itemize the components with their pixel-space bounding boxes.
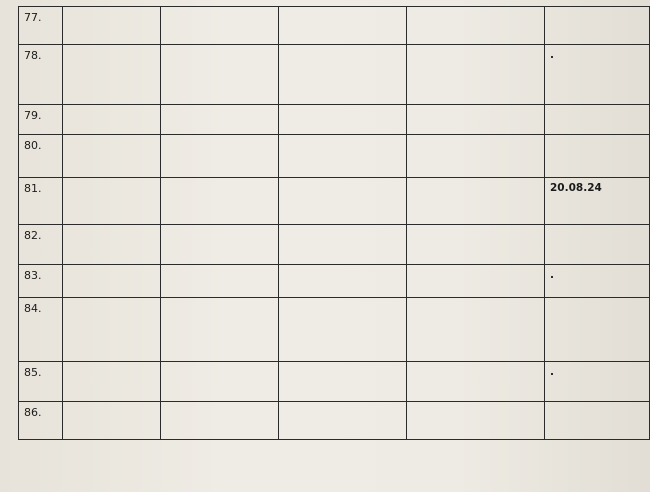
remarks-cell bbox=[545, 402, 650, 440]
posted-to-cell bbox=[407, 265, 545, 298]
remarks-cell bbox=[545, 7, 650, 45]
remarks-cell: 20.08.24 bbox=[545, 178, 650, 225]
employee-name-cell bbox=[63, 362, 161, 402]
table-row bbox=[19, 178, 650, 225]
rank-cell bbox=[161, 265, 279, 298]
remarks-cell bbox=[545, 225, 650, 265]
employee-name-cell bbox=[63, 265, 161, 298]
posted-to-cell bbox=[407, 45, 545, 105]
rank-cell bbox=[161, 298, 279, 362]
transfer-table bbox=[18, 6, 650, 440]
table-row bbox=[19, 265, 650, 298]
remarks-cell bbox=[545, 298, 650, 362]
posted-to-cell bbox=[407, 298, 545, 362]
posted-from-cell bbox=[279, 178, 407, 225]
employee-name-cell bbox=[63, 7, 161, 45]
employee-name-cell bbox=[63, 178, 161, 225]
employee-name-cell bbox=[63, 135, 161, 178]
employee-name-cell bbox=[63, 298, 161, 362]
rank-cell bbox=[161, 45, 279, 105]
table-row bbox=[19, 362, 650, 402]
table-row bbox=[19, 7, 650, 45]
remarks-cell: . bbox=[545, 45, 650, 105]
posted-to-cell bbox=[407, 178, 545, 225]
posted-to-cell bbox=[407, 402, 545, 440]
employee-name-cell bbox=[63, 45, 161, 105]
posted-to-cell bbox=[407, 135, 545, 178]
serial-number-cell: 85. bbox=[19, 362, 63, 402]
posted-to-cell bbox=[407, 105, 545, 135]
posted-from-cell bbox=[279, 298, 407, 362]
serial-number-cell: 78. bbox=[19, 45, 63, 105]
table-row bbox=[19, 45, 650, 105]
table-row bbox=[19, 402, 650, 440]
posted-to-cell bbox=[407, 7, 545, 45]
remarks-cell bbox=[545, 135, 650, 178]
serial-number-cell: 86. bbox=[19, 402, 63, 440]
serial-number-cell: 82. bbox=[19, 225, 63, 265]
posted-from-cell bbox=[279, 45, 407, 105]
serial-number-cell: 83. bbox=[19, 265, 63, 298]
rank-cell bbox=[161, 105, 279, 135]
posted-from-cell bbox=[279, 362, 407, 402]
rank-cell bbox=[161, 225, 279, 265]
table-row bbox=[19, 105, 650, 135]
posted-to-cell bbox=[407, 225, 545, 265]
employee-name-cell bbox=[63, 105, 161, 135]
table-row bbox=[19, 225, 650, 265]
table-row bbox=[19, 298, 650, 362]
remarks-cell: . bbox=[545, 362, 650, 402]
employee-name-cell bbox=[63, 402, 161, 440]
employee-name-cell bbox=[63, 225, 161, 265]
posted-from-cell bbox=[279, 135, 407, 178]
rank-cell bbox=[161, 7, 279, 45]
serial-number-cell: 79. bbox=[19, 105, 63, 135]
posted-from-cell bbox=[279, 105, 407, 135]
remarks-cell: . bbox=[545, 265, 650, 298]
posted-from-cell bbox=[279, 265, 407, 298]
posted-to-cell bbox=[407, 362, 545, 402]
table-row bbox=[19, 135, 650, 178]
remarks-cell bbox=[545, 105, 650, 135]
posted-from-cell bbox=[279, 7, 407, 45]
serial-number-cell: 84. bbox=[19, 298, 63, 362]
posted-from-cell bbox=[279, 402, 407, 440]
posted-from-cell bbox=[279, 225, 407, 265]
rank-cell bbox=[161, 178, 279, 225]
rank-cell bbox=[161, 362, 279, 402]
serial-number-cell: 81. bbox=[19, 178, 63, 225]
rank-cell bbox=[161, 402, 279, 440]
rank-cell bbox=[161, 135, 279, 178]
serial-number-cell: 77. bbox=[19, 7, 63, 45]
serial-number-cell: 80. bbox=[19, 135, 63, 178]
